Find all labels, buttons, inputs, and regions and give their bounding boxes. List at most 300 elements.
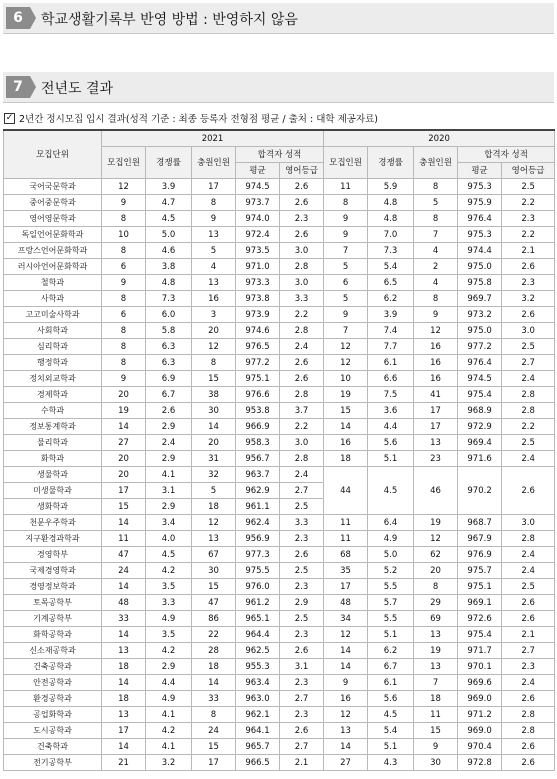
cell-2020: 2.8	[502, 723, 555, 739]
dept-name-cell: 사회학과	[4, 323, 102, 339]
table-row	[4, 259, 555, 275]
cell-2021: 3.8	[146, 259, 192, 275]
cell-2020: 12	[324, 707, 368, 723]
cell-2021: 21	[102, 755, 146, 771]
cell-2021: 966.5	[236, 755, 280, 771]
dept-name-cell: 화학과	[4, 451, 102, 467]
cell-2020: 62	[414, 547, 458, 563]
cell-2020: 6.4	[368, 515, 414, 531]
cell-2020: 972.8	[458, 755, 502, 771]
cell-2021: 20	[102, 467, 146, 483]
cell-2021: 958.3	[236, 435, 280, 451]
cell-2020: 17	[324, 579, 368, 595]
dept-name-cell: 지구환경과학과	[4, 531, 102, 547]
cell-2021: 13	[102, 643, 146, 659]
cell-2021: 2.6	[280, 643, 324, 659]
cell-2020: 973.2	[458, 307, 502, 323]
section-number: 6	[6, 7, 30, 29]
cell-2020: 969.0	[458, 691, 502, 707]
section-title: 학교생활기록부 반영 방법 : 반영하지 않음	[41, 12, 298, 28]
cell-2021: 14	[102, 579, 146, 595]
cell-2021: 4.0	[146, 531, 192, 547]
cell-2020: 2.6	[502, 691, 555, 707]
cell-2021: 30	[192, 403, 236, 419]
cell-2021: 2.5	[280, 563, 324, 579]
cell-2021: 17	[102, 723, 146, 739]
cell-2021: 3.9	[146, 179, 192, 195]
dept-name-cell: 경제학과	[4, 387, 102, 403]
cell-2021: 6	[102, 259, 146, 275]
header-year-2020: 2020	[324, 130, 555, 147]
cell-2021: 976.6	[236, 387, 280, 403]
cell-2021: 4.7	[146, 195, 192, 211]
cell-2021: 2.2	[280, 307, 324, 323]
cell-2021: 4.9	[146, 611, 192, 627]
cell-2020: 69	[414, 611, 458, 627]
table-row	[4, 595, 555, 611]
cell-2021: 9	[192, 211, 236, 227]
cell-2021: 9	[102, 195, 146, 211]
cell-2020: 2.6	[502, 755, 555, 771]
cell-2020: 975.3	[458, 227, 502, 243]
cell-2021: 3.1	[280, 659, 324, 675]
cell-2020: 7	[414, 227, 458, 243]
cell-2021: 14	[192, 419, 236, 435]
cell-2020: 969.7	[458, 291, 502, 307]
cell-2021: 2.8	[280, 323, 324, 339]
table-row	[4, 579, 555, 595]
dept-name-cell: 건축공학과	[4, 659, 102, 675]
cell-2020: 975.3	[458, 179, 502, 195]
cell-2020: 18	[414, 691, 458, 707]
cell-2020: 6.5	[368, 275, 414, 291]
cell-2021: 2.3	[280, 707, 324, 723]
cell-2020: 5	[324, 291, 368, 307]
cell-2021: 6.3	[146, 355, 192, 371]
cell-2021: 973.5	[236, 243, 280, 259]
cell-2020: 7.0	[368, 227, 414, 243]
cell-2020: 8	[414, 211, 458, 227]
table-row	[4, 755, 555, 771]
cell-2020: 4	[414, 275, 458, 291]
cell-2020: 2.4	[502, 451, 555, 467]
cell-2021: 30	[192, 563, 236, 579]
cell-2021: 8	[192, 707, 236, 723]
cell-2020: 9	[324, 227, 368, 243]
cell-2021: 31	[192, 451, 236, 467]
cell-2020: 969.6	[458, 675, 502, 691]
cell-2020: 5.5	[368, 579, 414, 595]
dept-name-cell: 심리학과	[4, 339, 102, 355]
dept-name-cell: 프랑스언어문화학과	[4, 243, 102, 259]
table-row	[4, 675, 555, 691]
table-row	[4, 643, 555, 659]
cell-2021: 3.0	[280, 243, 324, 259]
cell-2021: 3.3	[280, 291, 324, 307]
cell-2020: 12	[414, 531, 458, 547]
cell-2021: 2.2	[280, 419, 324, 435]
cell-2021: 4.1	[146, 467, 192, 483]
cell-2021: 973.7	[236, 195, 280, 211]
cell-2020: 13	[324, 723, 368, 739]
header-recruit: 모집인원	[324, 147, 368, 179]
cell-2020: 4.3	[368, 755, 414, 771]
dept-name-cell: 생물학과	[4, 467, 102, 483]
dept-name-cell: 영어영문학과	[4, 211, 102, 227]
cell-2020: 10	[324, 371, 368, 387]
section-6-header	[3, 3, 554, 34]
cell-2020: 970.1	[458, 659, 502, 675]
cell-2021: 8	[102, 211, 146, 227]
header-year-2021: 2021	[102, 130, 324, 147]
cell-2020: 2.7	[502, 355, 555, 371]
cell-2020: 35	[324, 563, 368, 579]
cell-2021: 977.2	[236, 355, 280, 371]
cell-2021: 33	[192, 691, 236, 707]
cell-2021: 48	[102, 595, 146, 611]
cell-2020: 976.4	[458, 355, 502, 371]
cell-2021: 8	[102, 323, 146, 339]
cell-2020: 972.9	[458, 419, 502, 435]
cell-2021: 6.0	[146, 307, 192, 323]
cell-2020: 18	[324, 451, 368, 467]
cell-2021: 18	[192, 659, 236, 675]
header-score: 합격자 성적	[236, 147, 324, 163]
table-row	[4, 243, 555, 259]
cell-2021: 2.7	[280, 483, 324, 499]
table-row	[4, 387, 555, 403]
dept-name-cell: 중어중문학과	[4, 195, 102, 211]
table-row	[4, 227, 555, 243]
cell-2021: 976.5	[236, 339, 280, 355]
cell-2020: 11	[324, 515, 368, 531]
table-row	[4, 403, 555, 419]
cell-2020: 5.5	[368, 611, 414, 627]
cell-2020: 2.2	[502, 227, 555, 243]
table-row	[4, 339, 555, 355]
cell-2021: 67	[192, 547, 236, 563]
cell-2020: 5.2	[368, 563, 414, 579]
cell-2021: 8	[102, 339, 146, 355]
cell-2021: 13	[192, 227, 236, 243]
cell-2020: 13	[414, 435, 458, 451]
dept-name-cell: 안전공학과	[4, 675, 102, 691]
cell-2020: 2.6	[502, 307, 555, 323]
cell-2021: 47	[192, 595, 236, 611]
cell-2021: 4.2	[146, 563, 192, 579]
cell-2021: 973.3	[236, 275, 280, 291]
cell-2021: 17	[192, 755, 236, 771]
table-row	[4, 707, 555, 723]
cell-2021: 14	[102, 419, 146, 435]
cell-2020: 19	[414, 643, 458, 659]
cell-2020: 2.4	[502, 547, 555, 563]
cell-2020: 6.1	[368, 355, 414, 371]
cell-2020: 6.2	[368, 643, 414, 659]
cell-2020: 2.1	[502, 243, 555, 259]
cell-2020: 2.3	[502, 275, 555, 291]
cell-2020: 2.1	[502, 627, 555, 643]
cell-2020: 13	[414, 659, 458, 675]
cell-2020: 2.2	[502, 195, 555, 211]
section-number: 7	[6, 76, 30, 98]
merged-cell-2020: 2.6	[502, 467, 555, 515]
dept-name-cell: 경영정보학과	[4, 579, 102, 595]
cell-2020: 976.4	[458, 211, 502, 227]
cell-2021: 971.0	[236, 259, 280, 275]
cell-2021: 953.8	[236, 403, 280, 419]
cell-2020: 14	[324, 659, 368, 675]
cell-2021: 2.9	[146, 499, 192, 515]
header-competition: 경쟁률	[368, 147, 414, 179]
cell-2021: 963.0	[236, 691, 280, 707]
dept-name-cell: 천문우주학과	[4, 515, 102, 531]
cell-2021: 16	[192, 291, 236, 307]
cell-2020: 8	[414, 291, 458, 307]
cell-2021: 5.0	[146, 227, 192, 243]
cell-2021: 20	[192, 435, 236, 451]
cell-2021: 965.7	[236, 739, 280, 755]
cell-2020: 2.8	[502, 387, 555, 403]
table-row	[4, 275, 555, 291]
cell-2020: 6.7	[368, 659, 414, 675]
cell-2020: 3.6	[368, 403, 414, 419]
cell-2020: 7.3	[368, 243, 414, 259]
table-row	[4, 563, 555, 579]
table-row	[4, 723, 555, 739]
cell-2020: 2.8	[502, 403, 555, 419]
cell-2020: 8	[414, 179, 458, 195]
cell-2020: 976.9	[458, 547, 502, 563]
merged-cell-2020: 46	[414, 467, 458, 515]
cell-2021: 7.3	[146, 291, 192, 307]
dept-name-cell: 국제경영학과	[4, 563, 102, 579]
cell-2020: 5.4	[368, 723, 414, 739]
cell-2021: 2.7	[280, 691, 324, 707]
cell-2021: 2.6	[280, 355, 324, 371]
cell-2021: 4.8	[146, 275, 192, 291]
table-row	[4, 323, 555, 339]
cell-2020: 16	[324, 691, 368, 707]
cell-2021: 3.0	[280, 435, 324, 451]
cell-2021: 12	[192, 515, 236, 531]
table-row	[4, 371, 555, 387]
cell-2021: 3.3	[146, 595, 192, 611]
cell-2021: 2.6	[280, 371, 324, 387]
cell-2020: 5	[324, 259, 368, 275]
cell-2020: 4.8	[368, 195, 414, 211]
cell-2020: 5.9	[368, 179, 414, 195]
cell-2020: 4	[414, 243, 458, 259]
dept-name-cell: 전기공학부	[4, 755, 102, 771]
dept-name-cell: 행정학과	[4, 355, 102, 371]
cell-2020: 9	[324, 675, 368, 691]
cell-2021: 47	[102, 547, 146, 563]
table-row	[4, 435, 555, 451]
cell-2021: 2.8	[280, 451, 324, 467]
cell-2021: 2.6	[280, 547, 324, 563]
cell-2021: 2.8	[280, 387, 324, 403]
cell-2020: 969.1	[458, 595, 502, 611]
cell-2021: 2.4	[280, 339, 324, 355]
cell-2021: 961.1	[236, 499, 280, 515]
cell-2021: 3.0	[280, 275, 324, 291]
cell-2021: 972.4	[236, 227, 280, 243]
cell-2021: 3.7	[280, 403, 324, 419]
cell-2021: 24	[102, 563, 146, 579]
cell-2020: 969.4	[458, 435, 502, 451]
cell-2020: 6	[324, 275, 368, 291]
cell-2020: 2.6	[502, 739, 555, 755]
cell-2021: 9	[102, 275, 146, 291]
header-dept: 모집단위	[4, 130, 102, 179]
dept-name-cell: 생화학과	[4, 499, 102, 515]
cell-2020: 971.2	[458, 707, 502, 723]
cell-2021: 2.9	[146, 419, 192, 435]
cell-2020: 12	[324, 355, 368, 371]
cell-2021: 2.9	[146, 659, 192, 675]
cell-2021: 6	[102, 307, 146, 323]
cell-2020: 2.6	[502, 611, 555, 627]
cell-2021: 2.9	[280, 595, 324, 611]
section-7-header	[3, 72, 554, 103]
table-row	[4, 291, 555, 307]
dept-name-cell: 신소재공학과	[4, 643, 102, 659]
cell-2020: 5.4	[368, 259, 414, 275]
cell-2021: 2.3	[280, 627, 324, 643]
cell-2020: 6.2	[368, 291, 414, 307]
cell-2021: 13	[102, 707, 146, 723]
cell-2020: 7	[324, 323, 368, 339]
cell-2020: 4.9	[368, 531, 414, 547]
cell-2021: 8	[102, 243, 146, 259]
cell-2021: 2.6	[280, 723, 324, 739]
cell-2020: 3.0	[502, 323, 555, 339]
cell-2020: 2.2	[502, 419, 555, 435]
cell-2020: 8	[324, 195, 368, 211]
cell-2020: 2.4	[502, 563, 555, 579]
cell-2021: 962.5	[236, 643, 280, 659]
cell-2020: 2.4	[502, 371, 555, 387]
cell-2021: 4.2	[146, 643, 192, 659]
cell-2021: 32	[192, 467, 236, 483]
dept-name-cell: 토목공학부	[4, 595, 102, 611]
cell-2020: 12	[324, 339, 368, 355]
cell-2021: 3.5	[146, 579, 192, 595]
dept-name-cell: 고고미술사학과	[4, 307, 102, 323]
cell-2021: 3.4	[146, 515, 192, 531]
dept-name-cell: 사학과	[4, 291, 102, 307]
dept-name-cell: 국어국문학과	[4, 179, 102, 195]
cell-2020: 34	[324, 611, 368, 627]
cell-2021: 974.5	[236, 179, 280, 195]
cell-2021: 5.8	[146, 323, 192, 339]
cell-2021: 11	[102, 531, 146, 547]
cell-2021: 38	[192, 387, 236, 403]
cell-2021: 962.4	[236, 515, 280, 531]
cell-2021: 2.3	[280, 531, 324, 547]
caption-text: 2년간 정시모집 입시 결과(성적 기준 : 최종 등록자 전형점 평균 / 출처 : 대학 제공자료)	[19, 114, 379, 125]
cell-2020: 2.5	[502, 179, 555, 195]
cell-2021: 14	[102, 675, 146, 691]
cell-2021: 955.3	[236, 659, 280, 675]
cell-2020: 971.7	[458, 643, 502, 659]
cell-2020: 974.5	[458, 371, 502, 387]
cell-2021: 13	[192, 531, 236, 547]
cell-2020: 2.8	[502, 707, 555, 723]
table-row	[4, 627, 555, 643]
dept-name-cell: 독일언어문화학과	[4, 227, 102, 243]
cell-2021: 13	[192, 275, 236, 291]
dept-name-cell: 기계공학부	[4, 611, 102, 627]
dept-name-cell: 공업화학과	[4, 707, 102, 723]
cell-2021: 975.1	[236, 371, 280, 387]
cell-2021: 3.5	[146, 627, 192, 643]
cell-2021: 28	[192, 643, 236, 659]
cell-2021: 965.1	[236, 611, 280, 627]
cell-2020: 2.5	[502, 435, 555, 451]
cell-2021: 18	[102, 659, 146, 675]
cell-2021: 2.1	[280, 755, 324, 771]
cell-2020: 967.9	[458, 531, 502, 547]
cell-2021: 4.1	[146, 739, 192, 755]
cell-2020: 19	[414, 515, 458, 531]
cell-2021: 4.5	[146, 211, 192, 227]
cell-2021: 2.5	[280, 499, 324, 515]
cell-2021: 4.4	[146, 675, 192, 691]
header-eng: 영어등급	[280, 163, 324, 179]
table-row	[4, 211, 555, 227]
cell-2021: 2.4	[146, 435, 192, 451]
cell-2020: 3.0	[502, 515, 555, 531]
cell-2020: 975.4	[458, 627, 502, 643]
cell-2021: 5	[192, 243, 236, 259]
dept-name-cell: 환경공학과	[4, 691, 102, 707]
cell-2021: 8	[192, 195, 236, 211]
cell-2020: 3.2	[502, 291, 555, 307]
cell-2020: 2.5	[502, 579, 555, 595]
table-row	[4, 547, 555, 563]
cell-2020: 5.7	[368, 595, 414, 611]
cell-2021: 962.1	[236, 707, 280, 723]
cell-2021: 15	[192, 579, 236, 595]
dept-name-cell: 건축학과	[4, 739, 102, 755]
cell-2021: 973.9	[236, 307, 280, 323]
cell-2021: 974.0	[236, 211, 280, 227]
cell-2020: 11	[414, 707, 458, 723]
cell-2021: 2.3	[280, 579, 324, 595]
cell-2021: 12	[192, 339, 236, 355]
dept-name-cell: 경영학부	[4, 547, 102, 563]
cell-2020: 975.1	[458, 579, 502, 595]
cell-2020: 4.4	[368, 419, 414, 435]
cell-2020: 68	[324, 547, 368, 563]
header-eng: 영어등급	[502, 163, 555, 179]
cell-2021: 961.2	[236, 595, 280, 611]
cell-2021: 14	[102, 515, 146, 531]
cell-2021: 20	[102, 387, 146, 403]
dept-name-cell: 도시공학과	[4, 723, 102, 739]
cell-2021: 974.6	[236, 323, 280, 339]
cell-2020: 2.7	[502, 643, 555, 659]
cell-2020: 968.7	[458, 515, 502, 531]
cell-2020: 29	[414, 595, 458, 611]
cell-2021: 6.9	[146, 371, 192, 387]
cell-2021: 2.7	[280, 739, 324, 755]
header-avg: 평균	[458, 163, 502, 179]
cell-2021: 2.5	[280, 611, 324, 627]
cell-2021: 3	[192, 307, 236, 323]
